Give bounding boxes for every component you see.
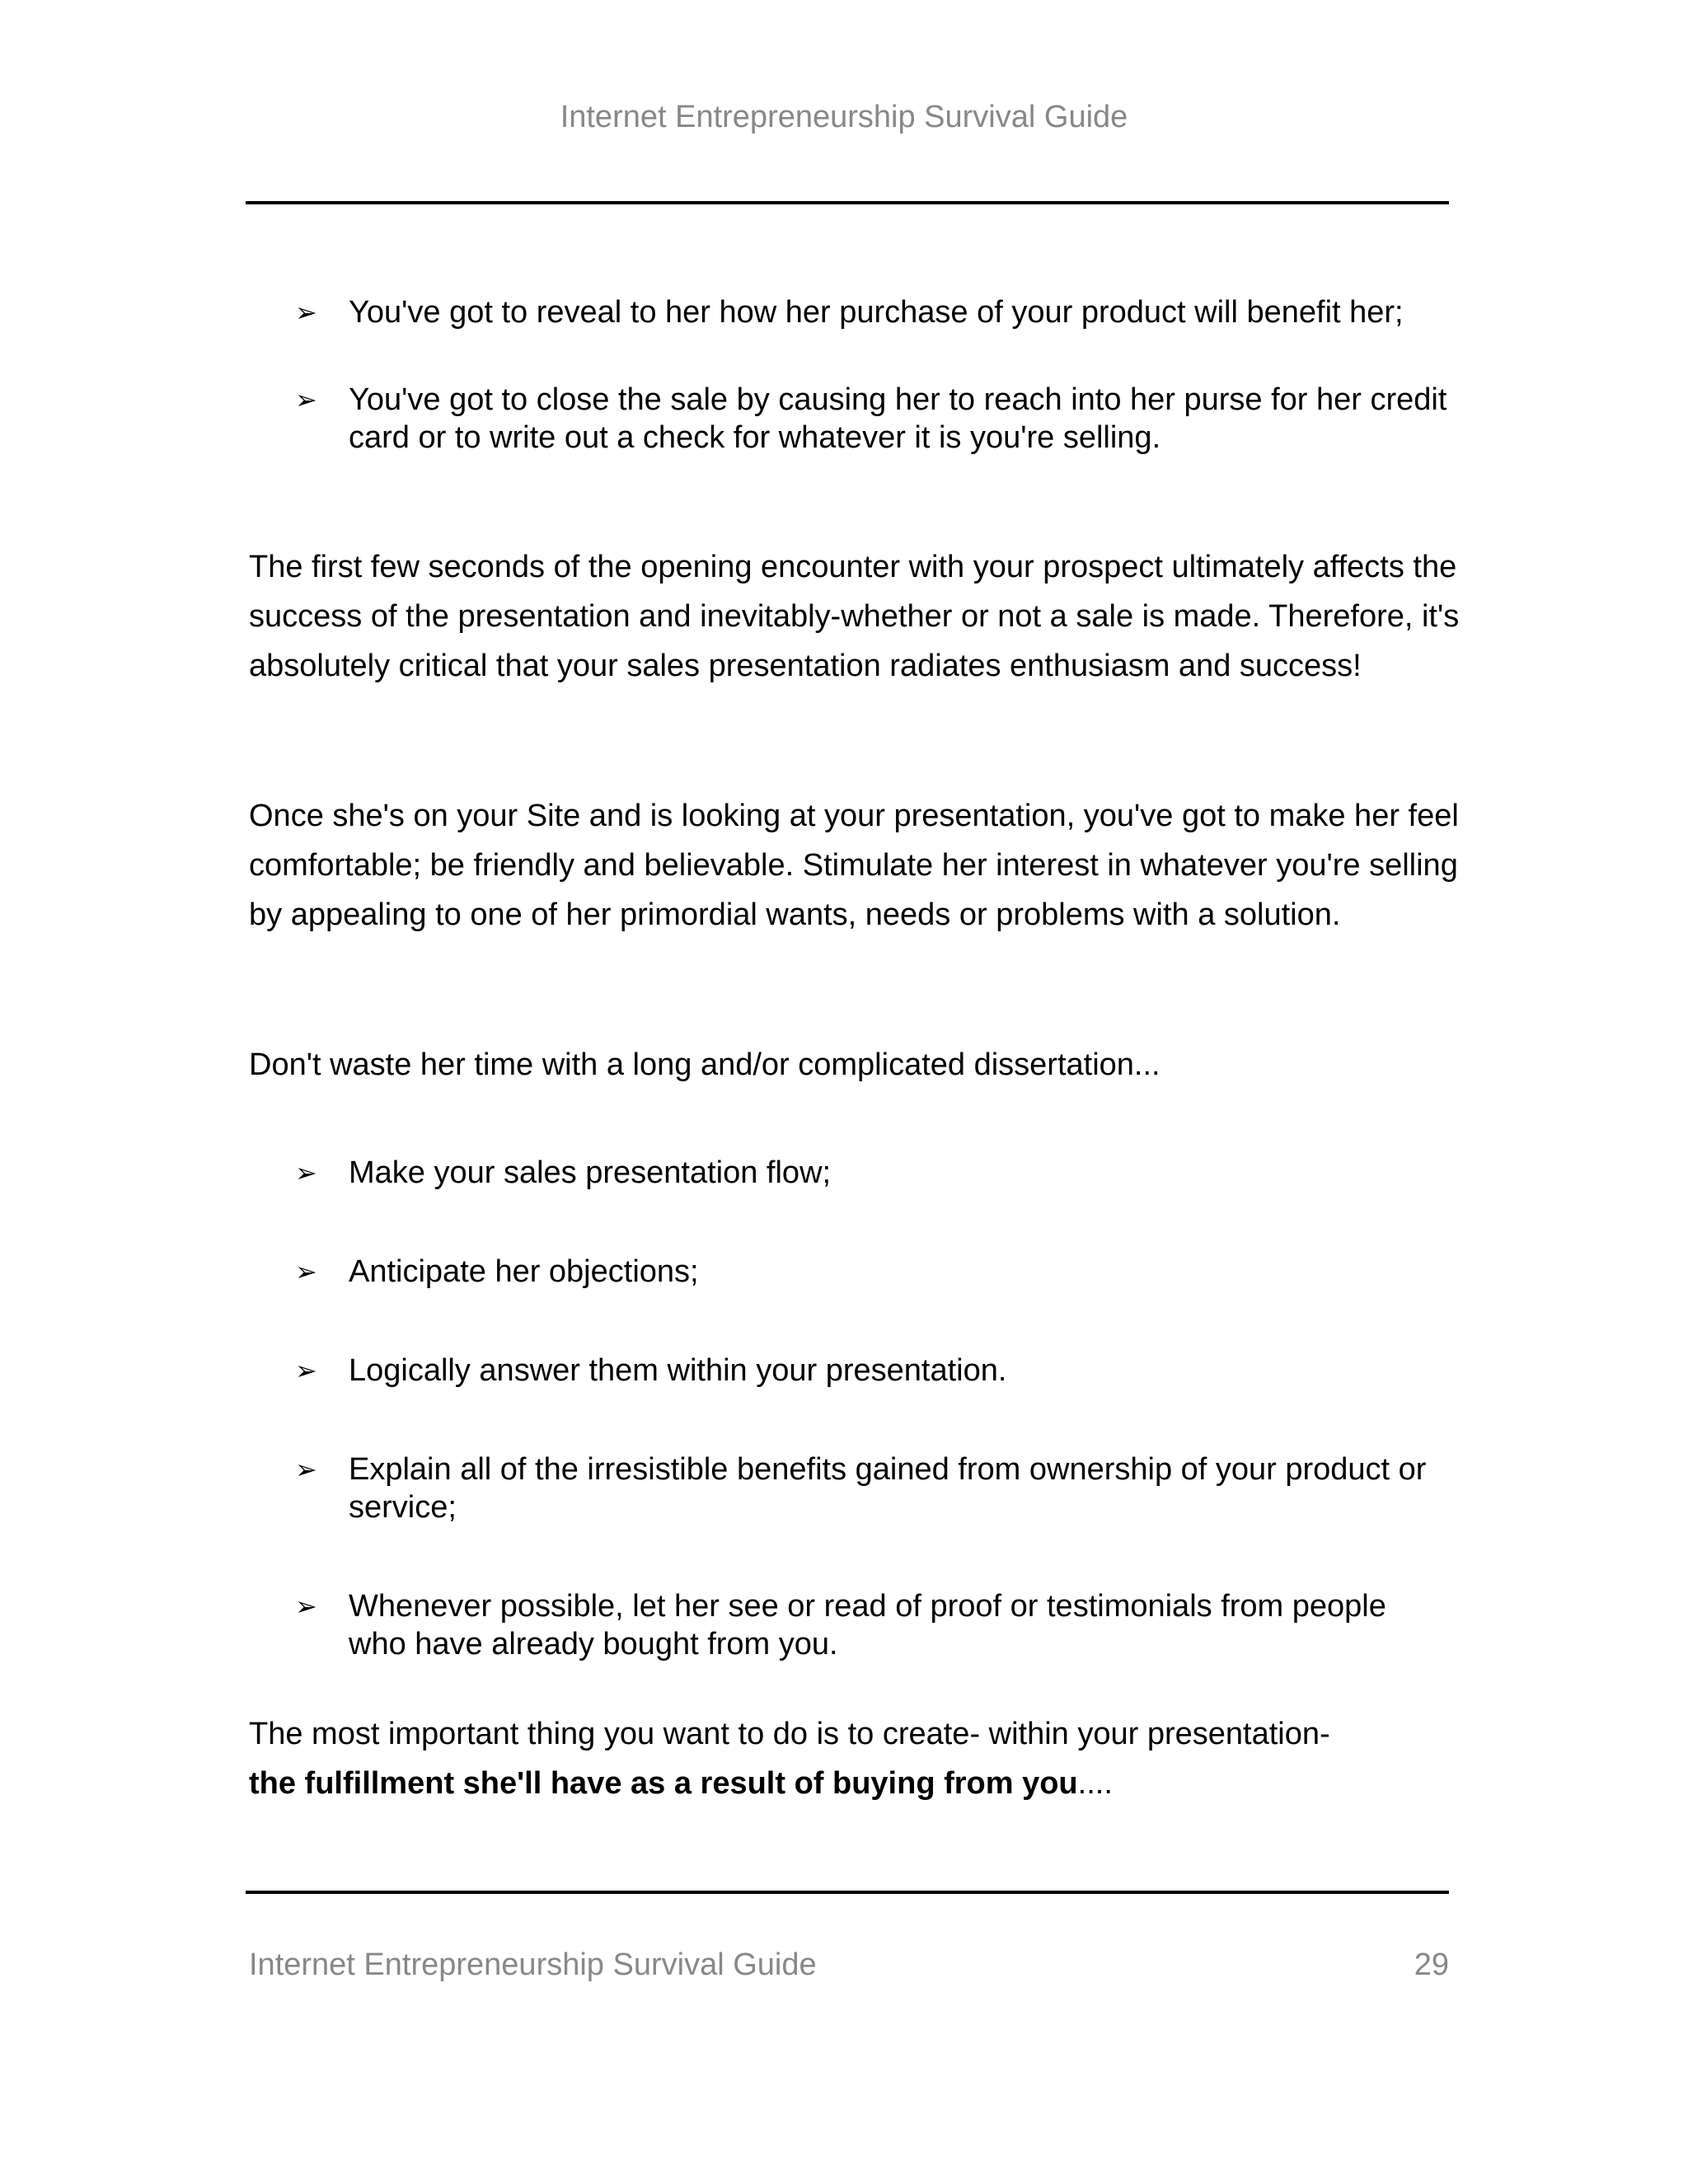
- list-item: [246, 293, 1449, 331]
- arrow-bullet-icon: ➢: [295, 1591, 317, 1622]
- bullet-list-top: [246, 293, 1449, 457]
- list-item: [246, 1451, 1449, 1526]
- list-item-text: Logically answer them within your presentation.: [349, 1353, 1007, 1388]
- list-item: [246, 1154, 1449, 1192]
- list-item-text: You've got to close the sale by causing her to reach into her purse for her credit card or to write out a check for whatever it is you're selling.: [349, 382, 1447, 455]
- footer-rule: [246, 1891, 1449, 1894]
- closing-bold-text: the fulfillment she'll have as a result of buying from you: [249, 1766, 1078, 1801]
- arrow-bullet-icon: ➢: [295, 1355, 317, 1386]
- page-number: 29: [1414, 1947, 1449, 1982]
- header-rule: [246, 201, 1449, 204]
- list-item: [246, 381, 1449, 457]
- paragraph-opening-encounter: The first few seconds of the opening encounter with your prospect ultimately affects the success of the presentation and inevitably-whether or not a sale is made. Therefore, it's absolutely critical that your sales presentation radiates enthusiasm and success!: [249, 550, 1460, 683]
- arrow-bullet-icon: ➢: [295, 297, 317, 328]
- closing-lead-text: The most important thing you want to do is to create- within your presentation-: [249, 1717, 1330, 1751]
- footer-title: Internet Entrepreneurship Survival Guide: [249, 1947, 817, 1982]
- closing-tail-text: ....: [1077, 1766, 1113, 1801]
- arrow-bullet-icon: ➢: [295, 1454, 317, 1485]
- list-item-text: Whenever possible, let her see or read of proof or testimonials from people who have already bought from you.: [349, 1589, 1386, 1661]
- paragraph-closing: [249, 1709, 1461, 1808]
- list-item: [246, 1587, 1449, 1663]
- arrow-bullet-icon: ➢: [295, 384, 317, 415]
- arrow-bullet-icon: ➢: [295, 1157, 317, 1188]
- list-item-text: You've got to reveal to her how her purchase of your product will benefit her;: [349, 295, 1404, 330]
- arrow-bullet-icon: ➢: [295, 1256, 317, 1287]
- list-item-text: Anticipate her objections;: [349, 1254, 699, 1289]
- list-item-text: Explain all of the irresistible benefits gained from ownership of your product or service;: [349, 1452, 1427, 1525]
- paragraph-dont-waste-time: Don't waste her time with a long and/or complicated dissertation...: [249, 1047, 1160, 1082]
- bullet-list-bottom: [246, 1154, 1449, 1663]
- list-item-text: Make your sales presentation flow;: [349, 1155, 832, 1190]
- paragraph-comfortable: Once she's on your Site and is looking at your presentation, you've got to make her feel comfortable; be friendly and believable. Stimulate her interest in whatever you're selling by appealing to one of her primordial wants, needs or problems with a solution.: [249, 799, 1459, 932]
- list-item: [246, 1253, 1449, 1291]
- list-item: [246, 1352, 1449, 1390]
- running-header: Internet Entrepreneurship Survival Guide: [560, 100, 1128, 134]
